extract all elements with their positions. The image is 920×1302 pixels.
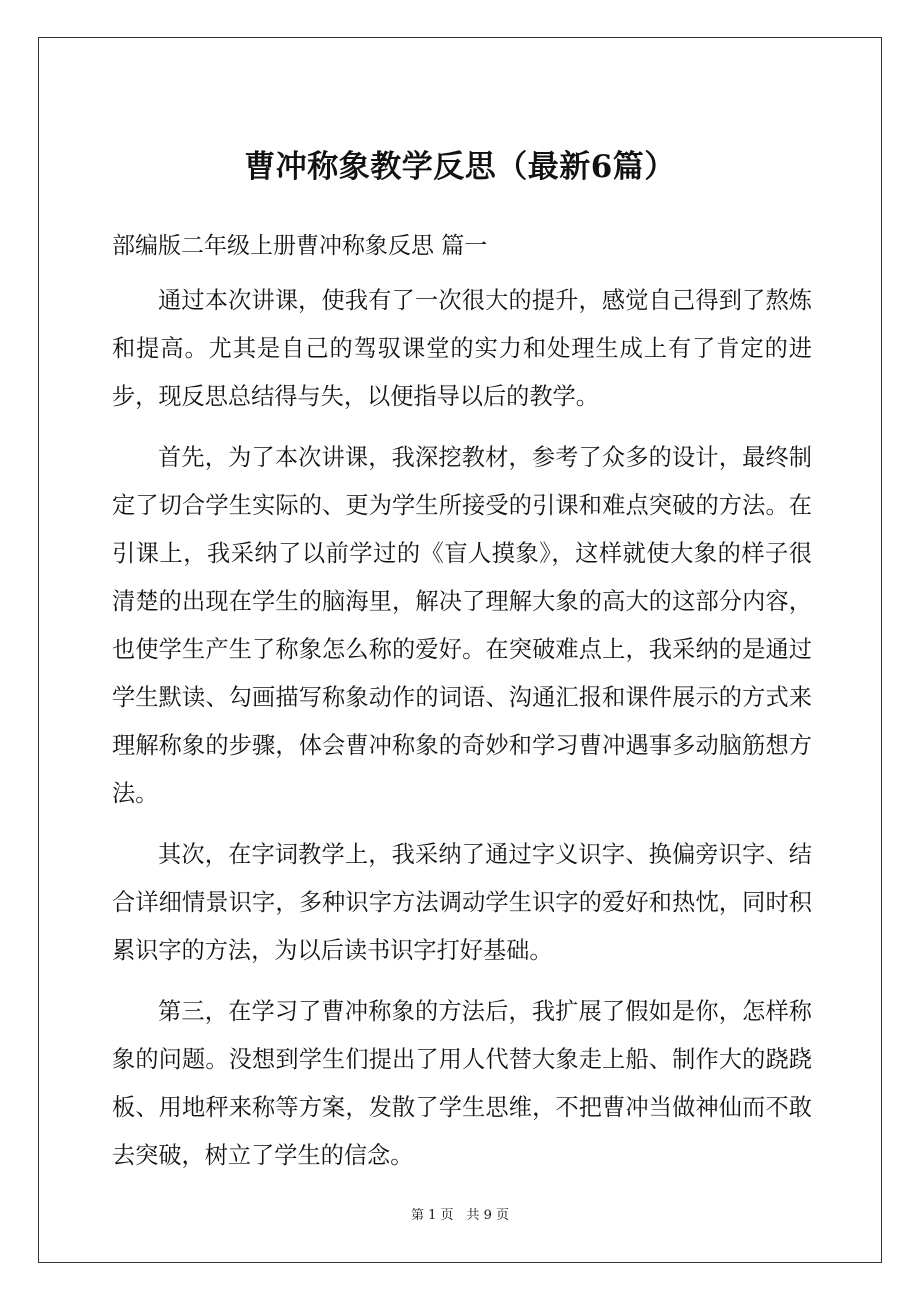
section-heading: 部编版二年级上册曹冲称象反思 篇一 (112, 233, 488, 259)
document-title: 曹冲称象教学反思（最新6篇） (244, 149, 676, 185)
paragraph-4: 第三，在学习了曹冲称象的方法后，我扩展了假如是你，怎样称象的问题。没想到学生们提出了用人代替大象走上船、制作大的跷跷板、用地秤来称等方案，发散了学生思维，不把曹冲当做神仙而不敢去突破，树立了学生的信念。 (112, 998, 812, 1169)
paragraph-2: 首先，为了本次讲课，我深挖教材，参考了众多的设计，最终制定了切合学生实际的、更为学生所接受的引课和难点突破的方法。在引课上，我采纳了以前学过的《盲人摸象》，这样就使大象的样子很清楚的出现在学生的脑海里，解决了理解大象的高大的这部分内容，也使学生产生了称象怎么称的爱好。在突破难点上，我采纳的是通过学生默读、勾画描写称象动作的词语、沟通汇报和课件展示的方式来理解称象的步骤，体会曹冲称象的奇妙和学习曹冲遇事多动脑筋想方法。 (112, 444, 812, 807)
paragraph-1: 通过本次讲课，使我有了一次很大的提升，感觉自己得到了熬炼和提高。尤其是自己的驾驭课堂的实力和处理生成上有了肯定的进步，现反思总结得与失，以便指导以后的教学。 (112, 287, 812, 410)
paragraph-3: 其次，在字词教学上，我采纳了通过字义识字、换偏旁识字、结合详细情景识字，多种识字方法调动学生识字的爱好和热忱，同时积累识字的方法，为以后读书识字打好基础。 (112, 841, 812, 964)
document-body (112, 277, 812, 1193)
page-number-footer: 第 1 页 共 9 页 (410, 1208, 510, 1223)
